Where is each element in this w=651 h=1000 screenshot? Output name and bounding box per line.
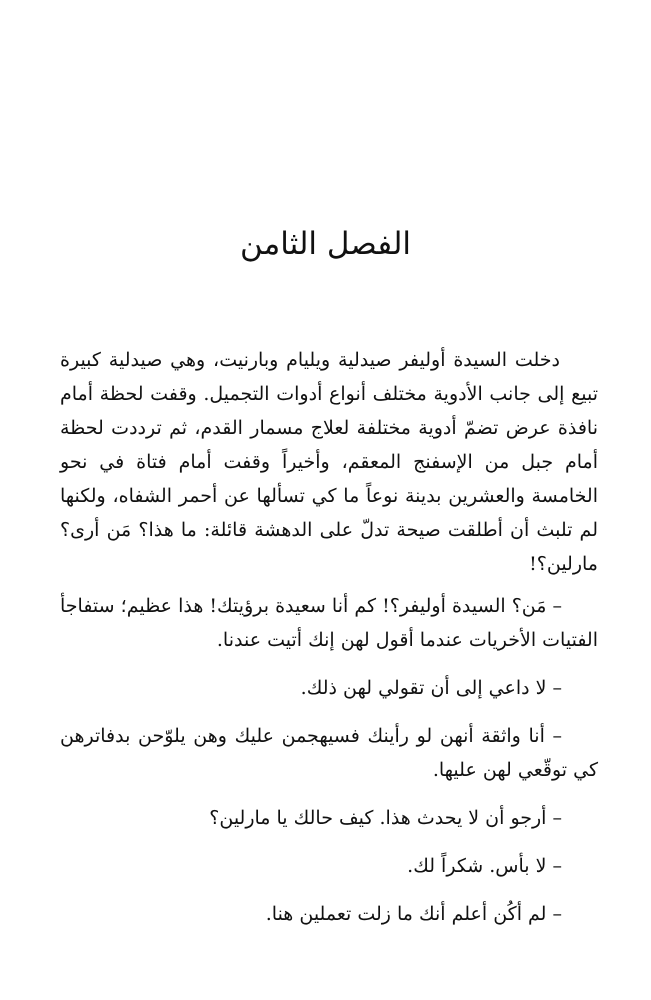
chapter-body <box>60 343 598 931</box>
dialogue-line: – لم أكُن أعلم أنك ما زلت تعملين هنا. <box>265 903 562 925</box>
dialogue-line: – أرجو أن لا يحدث هذا. كيف حالك يا مارلين؟ <box>209 807 562 829</box>
narrative-paragraph: دخلت السيدة أوليفر صيدلية ويليام وبارنيت، وهي صيدلية كبيرة تبيع إلى جانب الأدوية مختلف أنواع أدوات التجميل. وقفت لحظة أمام نافذة عرض تضمّ أدوية مختلفة لعلاج مسمار القدم، ثم ترددت لحظة أمام جبل من الإسفنج المعقم، وأخيراً وقفت أمام فتاة في نحو الخامسة والعشرين بدينة نوعاً ما كي تسألها عن أحمر الشفاه، ولكنها لم تلبث أن أطلقت صيحة تدلّ على الدهشة قائلة: ما هذا؟ مَن أرى؟ مارلين؟! <box>60 349 598 575</box>
dialogue-line: – أنا واثقة أنهن لو رأينك فسيهجمن عليك وهن يلوّحن بدفاترهن كي توقّعي لهن عليها. <box>60 725 598 781</box>
chapter-title: الفصل الثامن <box>239 226 411 262</box>
dialogue-line: – لا بأس. شكراً لك. <box>407 855 562 877</box>
dialogue-line: – مَن؟ السيدة أوليفر؟! كم أنا سعيدة برؤيتك! هذا عظيم؛ ستفاجأ الفتيات الأخريات عندما أقول لهن إنك أتيت عندنا. <box>60 595 598 651</box>
dialogue-line: – لا داعي إلى أن تقولي لهن ذلك. <box>300 677 562 699</box>
